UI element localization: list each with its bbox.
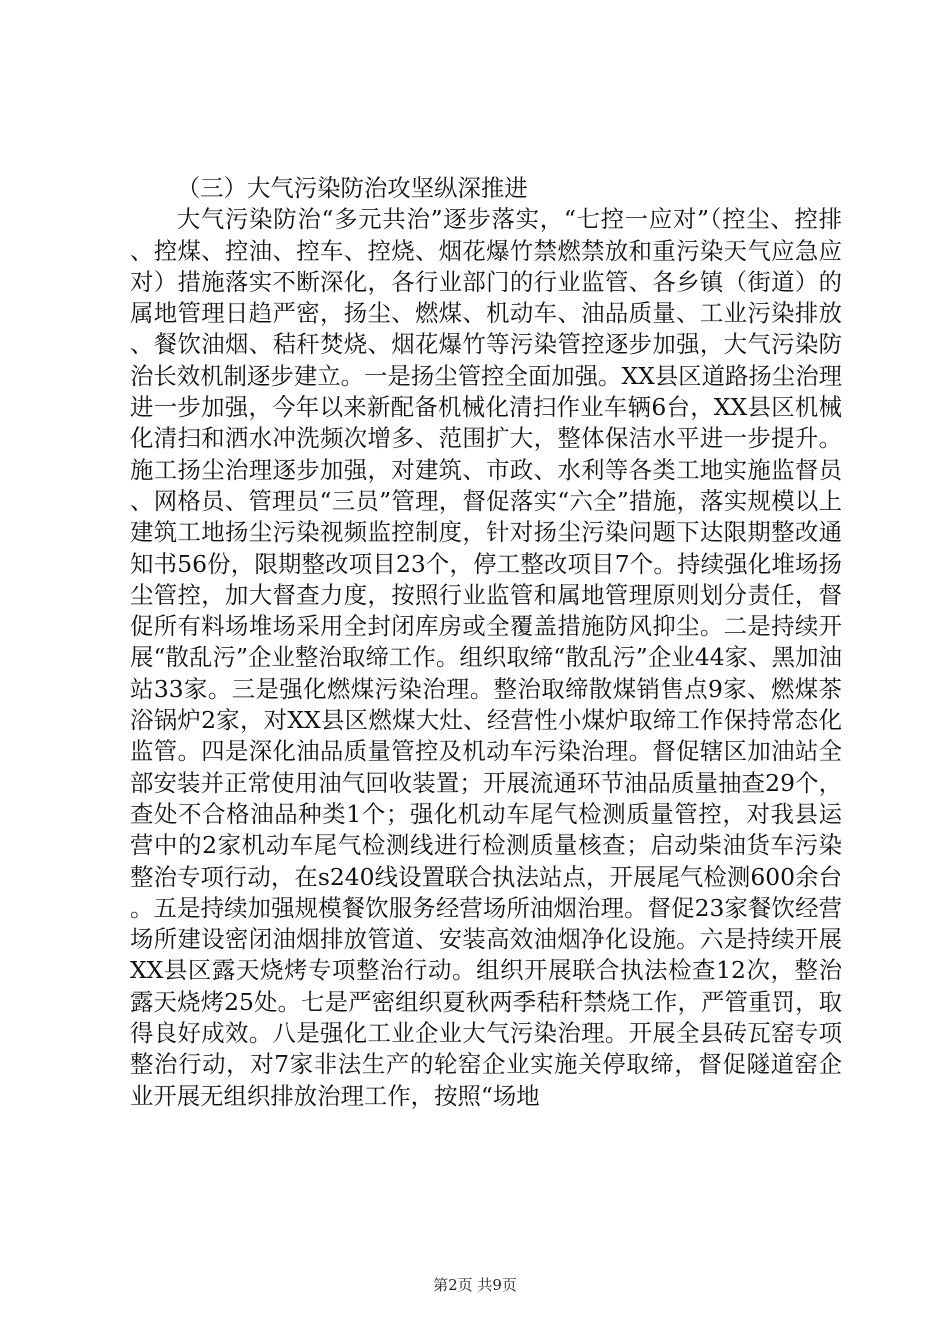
section-heading: （三）大气污染防治攻坚纵深推进 (176, 174, 528, 202)
page-number-footer: 第2页 共9页 (433, 1276, 517, 1294)
document-body (130, 173, 842, 1112)
body-paragraph: 大气污染防治“多元共治”逐步落实，“七控一应对”（控尘、控排、控煤、控油、控车、控烧、烟花爆竹禁燃禁放和重污染天气应急应对）措施落实不断深化，各行业部门的行业监管、各乡镇（街道）的属地管理日趋严密，扬尘、燃煤、机动车、油品质量、工业污染排放、餐饮油烟、秸秆焚烧、烟花爆竹等污染管控逐步加强，大气污染防治长效机制逐步建立。一是扬尘管控全面加强。XX县区道路扬尘治理进一步加强，今年以来新配备机械化清扫作业车辆6台，XX县区机械化清扫和洒水冲洗频次增多、范围扩大，整体保洁水平进一步提升。施工扬尘治理逐步加强，对建筑、市政、水利等各类工地实施监督员、网格员、管理员“三员”管理，督促落实“六全”措施，落实规模以上建筑工地扬尘污染视频监控制度，针对扬尘污染问题下达限期整改通知书56份，限期整改项目23个，停工整改项目7个。持续强化堆场扬尘管控，加大督查力度，按照行业监管和属地管理原则划分责任，督促所有料场堆场采用全封闭库房或全覆盖措施防风抑尘。二是持续开展“散乱污”企业整治取缔工作。组织取缔“散乱污”企业44家、黑加油站33家。三是强化燃煤污染治理。整治取缔散煤销售点9家、燃煤茶浴锅炉2家，对XX县区燃煤大灶、经营性小煤炉取缔工作保持常态化监管。四是深化油品质量管控及机动车污染治理。督促辖区加油站全部安装并正常使用油气回收装置；开展流通环节油品质量抽查29个，查处不合格油品种类1个；强化机动车尾气检测质量管控，对我县运营中的2家机动车尾气检测线进行检测质量核查；启动柴油货车污染整治专项行动，在s240线设置联合执法站点，开展尾气检测600余台。五是持续加强规模餐饮服务经营场所油烟治理。督促23家餐饮经营场所建设密闭油烟排放管道、安装高效油烟净化设施。六是持续开展XX县区露天烧烤专项整治行动。组织开展联合执法检查12次，整治露天烧烤25处。七是严密组织夏秋两季秸秆禁烧工作，严管重罚，取得良好成效。八是强化工业企业大气污染治理。开展全县砖瓦窑专项整治行动，对7家非法生产的轮窑企业实施关停取缔，督促隧道窑企业开展无组织排放治理工作，按照“场地 (130, 205, 842, 1110)
